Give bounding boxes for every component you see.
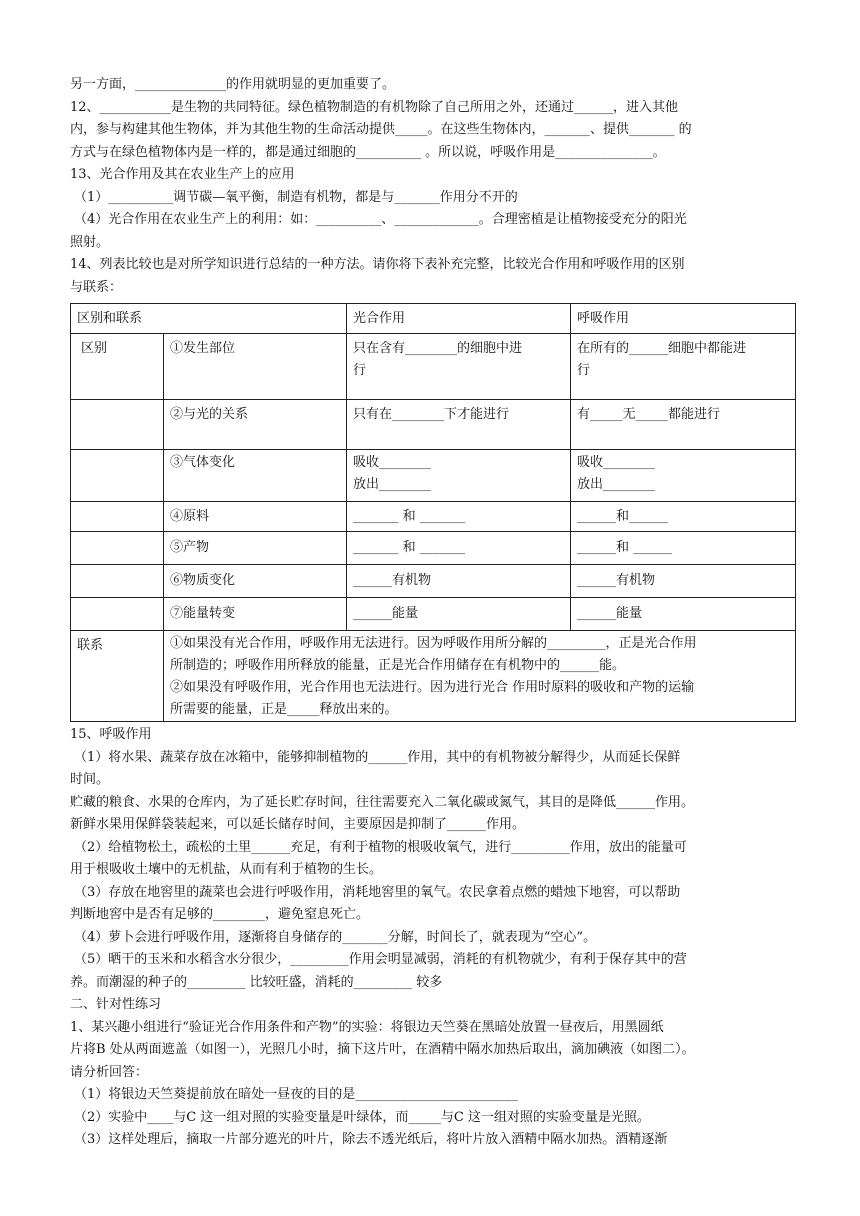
header-cell-category: 区别和联系 bbox=[71, 304, 347, 334]
row-item: ④原料 bbox=[164, 502, 347, 532]
question-15-heading: 15、呼吸作用 bbox=[70, 727, 152, 742]
row-item: ③气体变化 bbox=[164, 450, 347, 502]
row-item: ①发生部位 bbox=[164, 334, 347, 400]
question-12-line-2: 内，参与构建其他生物体，并为其他生物的生命活动提供_____。在这些生物体内，_______、提供_______ 的 bbox=[70, 122, 692, 137]
resp-cell: 有_____无_____都能进行 bbox=[571, 400, 796, 450]
row-item: ⑥物质变化 bbox=[164, 565, 347, 598]
exercise-1-line-2: 片将B 处从两面遮盖（如图一），光照几小时，摘下这片叶，在酒精中隔水加热后取出，滴加碘液（如图二）。 bbox=[70, 1042, 695, 1057]
exercise-1-item-3: （3）这样处理后，摘取一片部分遮光的叶片，除去不透光纸后，将叶片放入酒精中隔水加热。酒精逐渐 bbox=[74, 1132, 668, 1147]
cell-line: 行 bbox=[353, 363, 367, 378]
resp-cell bbox=[571, 450, 796, 502]
question-15-item-5: （5）晒干的玉米和水稻含水分很少，_________作用会明显减弱，消耗的有机物就少，有利于保存其中的营 bbox=[74, 952, 687, 967]
question-14-line-1: 14、列表比较也是对所学知识进行总结的一种方法。请你将下表补充完整，比较光合作用和呼吸作用的区别 bbox=[70, 257, 685, 272]
table-row bbox=[71, 334, 796, 400]
table-header-row bbox=[71, 304, 796, 334]
comparison-table bbox=[70, 303, 796, 722]
question-15-item-2: （2）给植物松土，疏松的土里______充足，有利于植物的根吸收氧气，进行_________作用，放出的能量可 bbox=[74, 839, 687, 855]
respiration-section bbox=[70, 724, 796, 1152]
table-row bbox=[71, 400, 796, 450]
cell-line: 吸收________ bbox=[577, 455, 656, 470]
question-13-item-4: （4）光合作用在农业生产上的利用：如：__________、_____________。合理密植是让植物接受充分的阳光 bbox=[74, 212, 687, 227]
photo-cell: _______ 和 _______ bbox=[347, 502, 571, 532]
cell-line: 所需要的能量，正是_____释放出来的。 bbox=[170, 702, 398, 717]
category-spacer bbox=[71, 400, 164, 450]
question-15-item-4: （4）萝卜会进行呼吸作用，逐渐将自身储存的_______分解，时间长了，就表现为“空心”。 bbox=[74, 929, 597, 945]
cell-line: ②如果没有呼吸作用，光合作用也无法进行。因为进行光合 作用时原料的吸收和产物的运输 bbox=[170, 680, 695, 695]
table-row bbox=[71, 450, 796, 502]
table-row bbox=[71, 565, 796, 598]
question-15-item-3-cont: 判断地窖中是否有足够的________，避免窒息死亡。 bbox=[70, 907, 370, 922]
document-page bbox=[70, 74, 796, 1152]
exercise-1-item-2: （2）实验中____与C 这一组对照的实验变量是叶绿体，而_____与C 这一组对照的实验变量是光照。 bbox=[74, 1109, 650, 1125]
question-15-item-5-cont: 养。而潮湿的种子的_________ 比较旺盛，消耗的_________ 较多 bbox=[70, 974, 443, 990]
category-spacer bbox=[71, 598, 164, 631]
category-diff-label: 区别 bbox=[71, 334, 164, 400]
resp-cell: ______和 ______ bbox=[571, 532, 796, 565]
cell-line: 所制造的；呼吸作用所释放的能量，正是光合作用储存在有机物中的______能。 bbox=[170, 658, 626, 673]
table-row bbox=[71, 502, 796, 532]
table-link-row bbox=[71, 631, 796, 722]
cell-line: 放出________ bbox=[577, 477, 656, 492]
question-13-item-1: （1）__________调节碳—氧平衡，制造有机物，都是与_______作用分不开的 bbox=[74, 189, 518, 205]
category-spacer bbox=[71, 532, 164, 565]
category-spacer bbox=[71, 502, 164, 532]
table-row bbox=[71, 532, 796, 565]
photo-cell bbox=[347, 334, 571, 400]
question-12-line-3: 方式与在绿色植物体内是一样的，都是通过细胞的__________ 。所以说，呼吸作用是_______________。 bbox=[70, 144, 666, 160]
text-line: 贮藏的粮食、水果的仓库内，为了延长贮存时间，往往需要充入二氧化碳或氮气，其目的是降低______作用。 bbox=[70, 794, 695, 810]
question-14-line-2: 与联系： bbox=[70, 279, 123, 295]
question-13-heading: 13、光合作用及其在农业生产上的应用 bbox=[70, 167, 295, 182]
category-link-label: 联系 bbox=[71, 631, 164, 722]
table-row bbox=[71, 598, 796, 631]
row-item: ⑤产物 bbox=[164, 532, 347, 565]
link-cell bbox=[164, 631, 796, 722]
cell-line: 行 bbox=[577, 363, 591, 378]
cell-line: 只在含有________的细胞中进 bbox=[353, 341, 523, 356]
text-line: 新鲜水果用保鲜袋装起来，可以延长储存时间，主要原因是抑制了______作用。 bbox=[70, 817, 526, 832]
resp-cell: ______和______ bbox=[571, 502, 796, 532]
question-15-item-1: （1）将水果、蔬菜存放在冰箱中，能够抑制植物的______作用，其中的有机物被分解得少，从而延长保鲜 bbox=[74, 749, 681, 765]
cell-line: 在所有的______细胞中都能进 bbox=[577, 341, 747, 356]
category-spacer bbox=[71, 565, 164, 598]
resp-cell bbox=[571, 334, 796, 400]
photo-cell: 只有在________下才能进行 bbox=[347, 400, 571, 450]
photo-cell: _______ 和 _______ bbox=[347, 532, 571, 565]
intro-section bbox=[70, 74, 796, 299]
photo-cell bbox=[347, 450, 571, 502]
photo-cell: ______能量 bbox=[347, 598, 571, 631]
exercise-1-line-1: 1、某兴趣小组进行“验证光合作用条件和产物”的实验：将银边天竺葵在黑暗处放置一昼夜后，用黑圆纸 bbox=[70, 1019, 664, 1035]
exercise-1-item-1: （1）将银边天竺葵提前放在暗处一昼夜的目的是_________________________ bbox=[74, 1087, 518, 1102]
category-spacer bbox=[71, 450, 164, 502]
cell-line: 放出________ bbox=[353, 477, 432, 492]
resp-cell: ______能量 bbox=[571, 598, 796, 631]
question-15-item-3: （3）存放在地窖里的蔬菜也会进行呼吸作用，消耗地窖里的氧气。农民拿着点燃的蜡烛下地窖，可以帮助 bbox=[74, 884, 681, 900]
row-item: ②与光的关系 bbox=[164, 400, 347, 450]
row-item: ⑦能量转变 bbox=[164, 598, 347, 631]
question-13-item-4-cont: 照射。 bbox=[70, 234, 110, 250]
question-15-item-2-cont: 用于根吸收土壤中的无机盐，从而有利于植物的生长。 bbox=[70, 862, 383, 877]
photo-cell: ______有机物 bbox=[347, 565, 571, 598]
question-15-item-1-cont: 时间。 bbox=[70, 772, 110, 787]
exercise-1-line-3: 请分析回答： bbox=[70, 1064, 149, 1080]
cell-line: ①如果没有光合作用，呼吸作用无法进行。因为呼吸作用所分解的_________，正是光合作用 bbox=[170, 636, 697, 651]
header-cell-respiration: 呼吸作用 bbox=[571, 304, 796, 334]
text-line: 另一方面，______________的作用就明显的更加重要了。 bbox=[70, 77, 396, 92]
header-cell-photosynthesis: 光合作用 bbox=[347, 304, 571, 334]
cell-line: 吸收________ bbox=[353, 455, 432, 470]
question-12-line-1: 12、___________是生物的共同特征。绿色植物制造的有机物除了自己所用之外，还通过______，进入其他 bbox=[70, 99, 679, 115]
section-2-heading: 二、针对性练习 bbox=[70, 997, 162, 1012]
resp-cell: ______有机物 bbox=[571, 565, 796, 598]
